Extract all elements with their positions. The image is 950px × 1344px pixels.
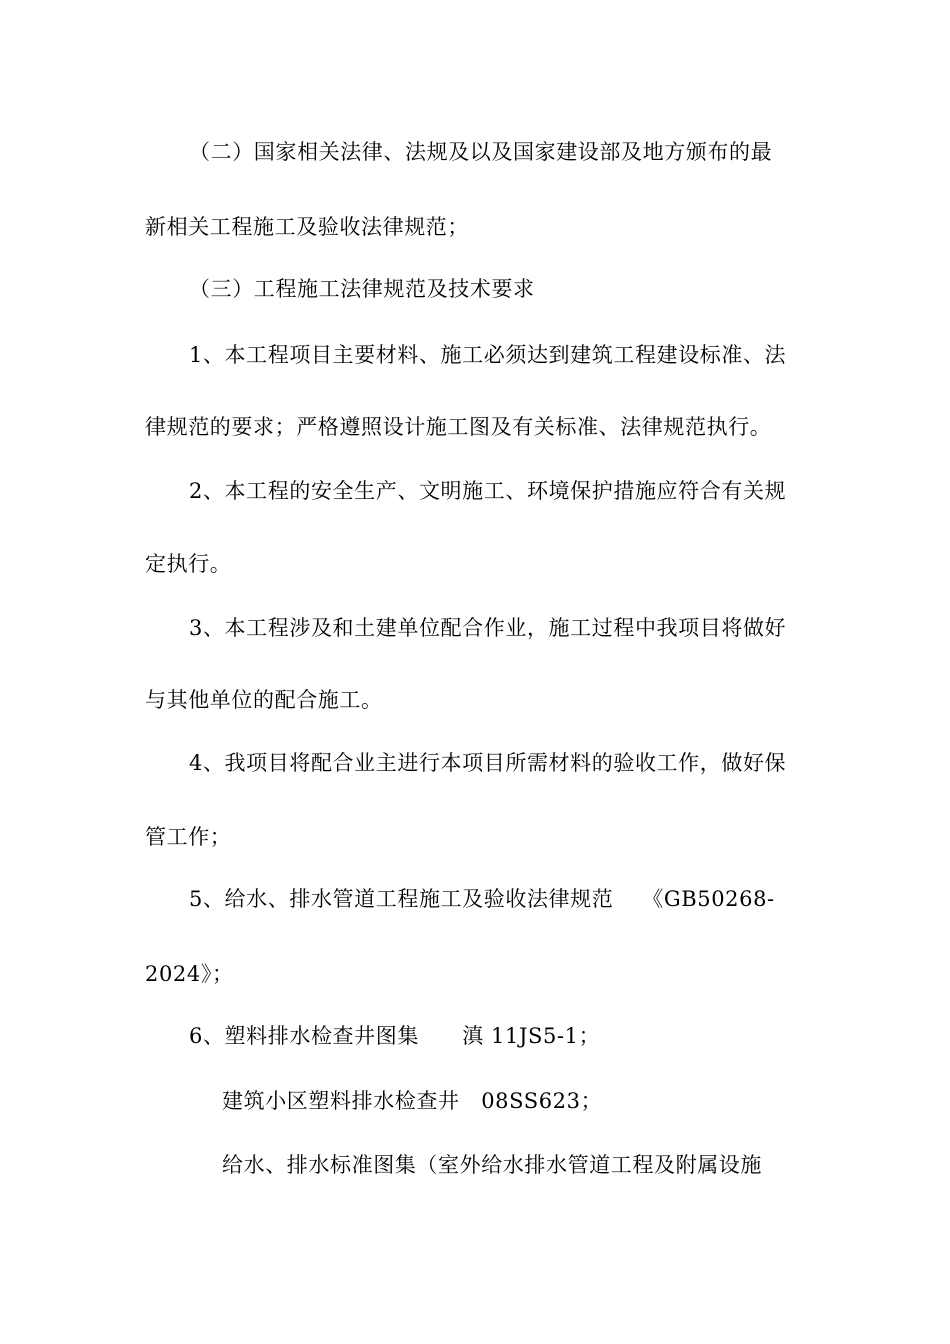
paragraph-line: 建筑小区塑料排水检查井 08SS623； bbox=[222, 1089, 603, 1113]
paragraph-line: 4、我项目将配合业主进行本项目所需材料的验收工作，做好保 bbox=[189, 751, 787, 775]
paragraph-line: 给水、排水标准图集（室外给水排水管道工程及附属设施 bbox=[222, 1153, 762, 1177]
paragraph-line: （三）工程施工法律规范及技术要求 bbox=[189, 277, 535, 301]
paragraph-line: 2、本工程的安全生产、文明施工、环境保护措施应符合有关规 bbox=[189, 479, 787, 503]
paragraph-line: 管工作； bbox=[145, 825, 232, 849]
paragraph-line: 2024》； bbox=[145, 962, 234, 986]
paragraph-line: 新相关工程施工及验收法律规范； bbox=[145, 215, 469, 239]
paragraph-line: 与其他单位的配合施工。 bbox=[145, 688, 383, 712]
paragraph-line: 定执行。 bbox=[145, 552, 232, 576]
paragraph-line: 3、本工程涉及和土建单位配合作业，施工过程中我项目将做好 bbox=[189, 616, 787, 640]
paragraph-line: 律规范的要求；严格遵照设计施工图及有关标准、法律规范执行。 bbox=[145, 415, 772, 439]
paragraph-line: 6、塑料排水检查井图集 滇 11JS5-1； bbox=[189, 1024, 601, 1048]
paragraph-line: 5、给水、排水管道工程施工及验收法律规范 《GB50268- bbox=[189, 887, 775, 911]
paragraph-line: （二）国家相关法律、法规及以及国家建设部及地方颁布的最 bbox=[189, 140, 773, 164]
paragraph-line: 1、本工程项目主要材料、施工必须达到建筑工程建设标准、法 bbox=[189, 343, 787, 367]
